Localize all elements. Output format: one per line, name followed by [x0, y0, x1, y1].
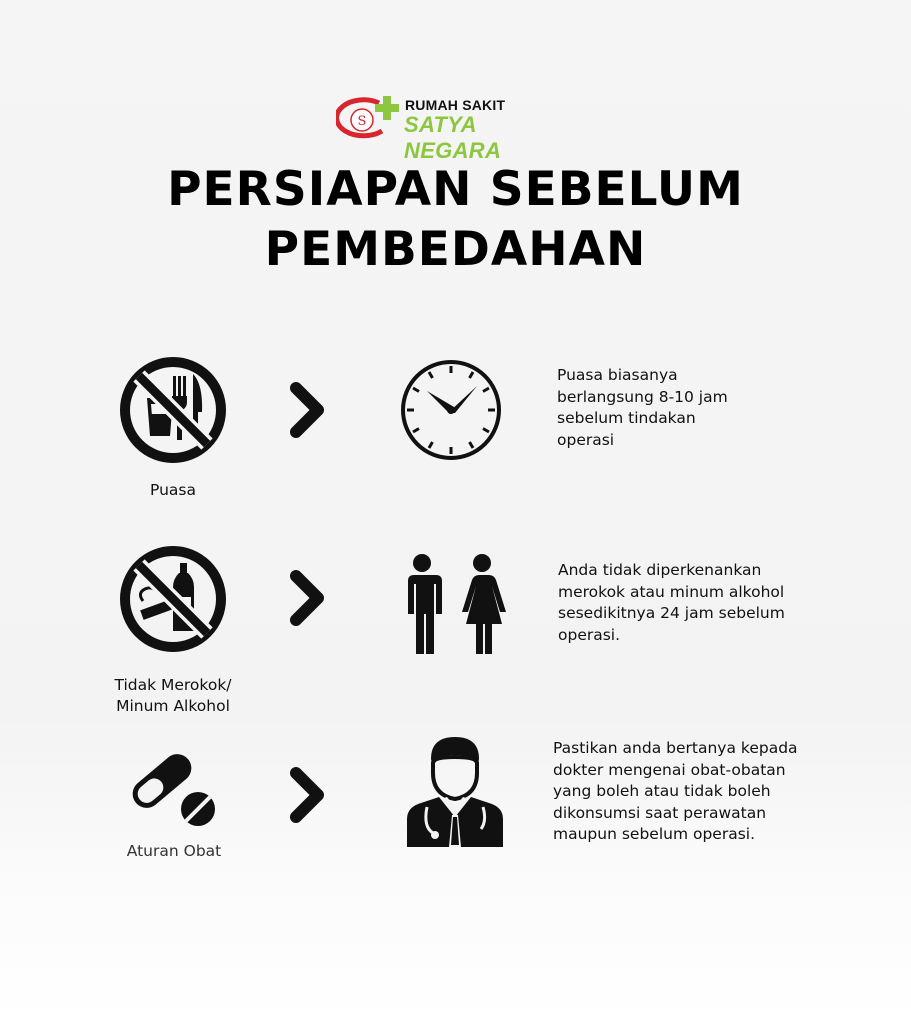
- page-title: [0, 160, 911, 280]
- chevron-right-icon: [288, 380, 328, 440]
- description-line: berlangsung 8-10 jam: [557, 387, 728, 406]
- item-description-aturan-obat: [553, 738, 903, 846]
- description-line: Puasa biasanya: [557, 366, 678, 384]
- hospital-logo-mark-icon: [336, 93, 400, 145]
- description-line: maupun sebelum operasi.: [553, 825, 756, 843]
- doctor-icon: [405, 735, 505, 849]
- logo-line-2: SATYA NEGARA: [404, 112, 502, 163]
- description-line: sesedikitnya 24 jam sebelum: [558, 604, 785, 622]
- description-line: sebelum tindakan: [557, 409, 696, 427]
- chevron-right-icon: [288, 568, 328, 628]
- item-description-tidak-merokok: [558, 560, 898, 646]
- description-line: dikonsumsi saat perawatan: [553, 803, 767, 822]
- description-line: yang boleh atau tidak boleh: [553, 782, 771, 800]
- no-food-drink-icon: [117, 354, 229, 466]
- no-smoking-alcohol-icon: [117, 543, 229, 655]
- item-description-puasa: [557, 365, 887, 451]
- logo-mark-letter: S: [357, 114, 367, 129]
- label-line: Minum Alkohol: [116, 697, 230, 715]
- logo-line-1: RUMAH SAKIT: [405, 97, 506, 113]
- chevron-right-icon: [288, 765, 328, 825]
- item-label-tidak-merokok: [108, 675, 238, 717]
- description-line: Pastikan anda bertanya kepada: [553, 739, 798, 757]
- description-line: operasi: [557, 430, 615, 449]
- man-woman-icon: [398, 554, 510, 654]
- description-line: operasi.: [558, 625, 621, 644]
- pill-capsule-icon: [124, 745, 220, 829]
- description-line: dokter mengenai obat-obatan: [553, 760, 786, 779]
- title-line-2: PEMBEDAHAN: [264, 222, 647, 277]
- description-line: merokok atau minum alkohol: [558, 582, 785, 601]
- title-line-1: PERSIAPAN SEBELUM: [167, 162, 744, 217]
- item-label-puasa: Puasa: [150, 481, 196, 499]
- item-label-aturan-obat: Aturan Obat: [126, 842, 222, 860]
- hospital-logo: [336, 93, 576, 163]
- label-line: Tidak Merokok/: [114, 676, 232, 694]
- clock-icon: [399, 358, 503, 462]
- description-line: Anda tidak diperkenankan: [558, 561, 762, 579]
